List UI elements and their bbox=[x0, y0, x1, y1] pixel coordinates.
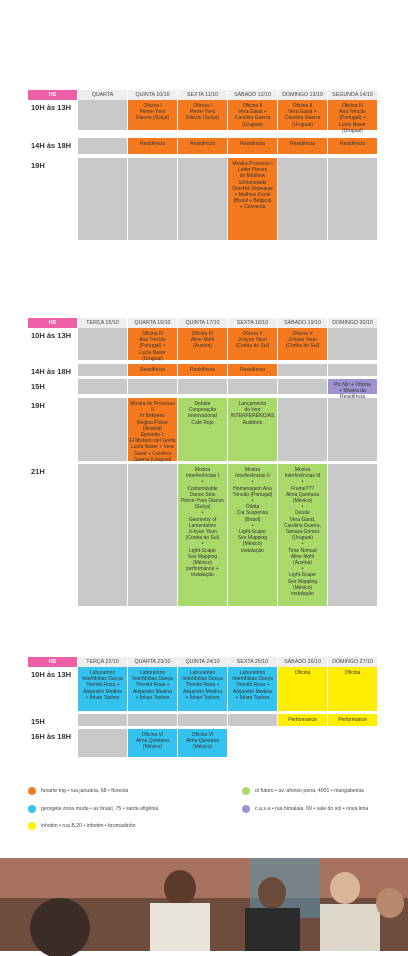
event-cell bbox=[177, 138, 227, 154]
event-text-line: Costumizable bbox=[187, 485, 218, 492]
event-text-line: instalação bbox=[191, 572, 214, 579]
header-day: SEXTA 25/10 bbox=[227, 657, 277, 667]
event-text-line: (Brasil) bbox=[244, 516, 261, 523]
schedule-row bbox=[27, 398, 381, 461]
event-text-line: Auditório bbox=[242, 419, 263, 426]
event-text-line: (Áustria) bbox=[293, 560, 312, 567]
event-text-line: Regina Picker (Áustria) bbox=[136, 419, 169, 432]
event-text-line: (Uruguai) bbox=[142, 355, 163, 362]
event-text-line: Oficina III bbox=[141, 331, 164, 337]
empty-cell bbox=[227, 714, 277, 726]
schedule-row bbox=[27, 729, 381, 757]
header-day: DOMINGO 20/10 bbox=[327, 318, 377, 328]
event-text-line: In Between bbox=[139, 413, 166, 420]
event-cell bbox=[227, 464, 277, 606]
event-cell bbox=[227, 667, 277, 711]
time-label: 16H às 18H bbox=[31, 732, 72, 741]
empty-cell bbox=[77, 714, 127, 726]
empty-cell bbox=[127, 464, 177, 606]
event-text-line: Ana Trincão bbox=[139, 337, 166, 344]
event-cell bbox=[177, 729, 227, 757]
time-label: 14H às 18H bbox=[31, 367, 72, 376]
event-cell bbox=[227, 364, 277, 376]
event-text-line: Mostra bbox=[194, 467, 211, 473]
header-day: DOMINGO 27/10 bbox=[327, 657, 377, 667]
event-text-line: Laboratório bbox=[89, 670, 116, 676]
event-text-line: Performance bbox=[338, 717, 367, 723]
schedule-row bbox=[27, 667, 381, 711]
time-label: 10H às 13H bbox=[31, 670, 72, 679]
empty-cell bbox=[277, 729, 327, 757]
event-text-line: (Uruguai) bbox=[292, 535, 313, 542]
event-cell bbox=[277, 714, 327, 726]
event-cell bbox=[127, 364, 177, 376]
time-label: 21H bbox=[31, 467, 45, 476]
event-cell bbox=[327, 667, 377, 711]
empty-cell bbox=[77, 100, 127, 130]
event-cell bbox=[277, 328, 327, 360]
green-dot-icon bbox=[242, 787, 250, 795]
event-cell bbox=[77, 667, 127, 711]
empty-cell bbox=[77, 328, 127, 360]
event-text-line: Cooperação bbox=[188, 407, 217, 414]
event-text-line: Oficina VI bbox=[191, 732, 214, 738]
header-day: QUINTA 24/10 bbox=[177, 657, 227, 667]
event-text-line: (Uruguai) bbox=[342, 127, 363, 134]
empty-cell bbox=[327, 158, 377, 240]
event-text-line: Thembi Rosa + bbox=[185, 682, 220, 689]
event-text-line: Guerra (Uruguai) bbox=[133, 456, 172, 463]
time-label: 10H às 13H bbox=[31, 103, 72, 112]
event-text-line: Ana Trincão bbox=[339, 109, 366, 116]
purple-dot-icon bbox=[242, 805, 250, 813]
event-text-line: Laboratório bbox=[189, 670, 216, 676]
event-text-line: Residência bbox=[190, 367, 215, 373]
event-text-line: Lucía Naser + Vera bbox=[131, 444, 174, 451]
header-day: SEXTA 18/10 bbox=[227, 318, 277, 328]
time-label: 14H às 18H bbox=[31, 141, 72, 150]
event-text-line: Light-Scape bbox=[189, 547, 216, 554]
time-label: 19H bbox=[31, 401, 45, 410]
event-cell bbox=[227, 138, 277, 154]
header-day: TERÇA 15/10 bbox=[77, 318, 127, 328]
event-text-line: Schlamowitz bbox=[238, 179, 267, 186]
event-text-line: instalação bbox=[291, 591, 314, 598]
legend-item-green bbox=[242, 787, 364, 795]
event-text-line: Lucía Naser bbox=[339, 121, 366, 128]
schedule-row bbox=[27, 464, 381, 606]
yellow-dot-icon bbox=[28, 822, 36, 830]
schedule-header-row bbox=[27, 318, 381, 328]
event-text-line: Tamara Gómez bbox=[285, 529, 320, 536]
event-text-line: Oficina I bbox=[193, 103, 212, 109]
event-text-line: Oficina bbox=[344, 670, 361, 676]
event-text-line: Episódio I: bbox=[140, 432, 165, 439]
empty-cell bbox=[227, 379, 277, 394]
event-text-line: Vera Garat + bbox=[238, 109, 267, 116]
header-day: QUARTA bbox=[77, 90, 127, 100]
event-text-line: InterMídias Dança bbox=[82, 676, 123, 683]
header-day: SEGUNDA 14/10 bbox=[327, 90, 377, 100]
event-cell bbox=[227, 100, 277, 130]
event-text-line: (Coréia do Sul) bbox=[185, 535, 220, 542]
event-text-line: + Ibhan Taxhes bbox=[185, 694, 220, 701]
event-cell bbox=[327, 100, 377, 134]
legend-text: inhotim • rua B,20 • inhotim • brumadinho bbox=[41, 823, 136, 829]
empty-cell bbox=[277, 364, 327, 376]
event-text-line: + Ibhan Taxhes bbox=[85, 694, 120, 701]
event-text-line: performance + bbox=[186, 566, 219, 573]
event-text-line: Carolina Guerra bbox=[234, 115, 271, 122]
event-text-line: El Misterio del Gorila bbox=[129, 438, 176, 445]
event-text-line: Oficina III bbox=[341, 103, 364, 109]
event-text-line: Dorothé Depeauw bbox=[232, 185, 273, 192]
event-cell bbox=[327, 138, 377, 154]
empty-cell bbox=[127, 158, 177, 240]
event-text-line: Oficina V bbox=[292, 331, 313, 337]
header-hs: HS bbox=[27, 657, 77, 667]
event-text-line: (Coréia do Sul) bbox=[235, 343, 270, 350]
event-text-line: Letter Pieces bbox=[237, 167, 268, 174]
event-cell bbox=[277, 100, 327, 130]
event-text-line: Pierre-Yves bbox=[189, 109, 216, 116]
event-text-line: (México) bbox=[292, 498, 313, 505]
event-cell bbox=[227, 328, 277, 360]
event-text-line: Sex Mapping bbox=[187, 553, 218, 560]
event-text-line: Residência bbox=[240, 367, 265, 373]
event-cell bbox=[177, 667, 227, 711]
header-hs: HS bbox=[27, 90, 77, 100]
empty-cell bbox=[277, 398, 327, 461]
event-text-line: Alejandro Medina bbox=[183, 688, 222, 695]
event-text-line: Garat + Carolina bbox=[134, 450, 171, 457]
event-text-line: instalação bbox=[241, 547, 264, 554]
event-text-line: (México) bbox=[192, 560, 213, 567]
event-text-line: (México) bbox=[242, 541, 263, 548]
event-text-line: Dance Sets bbox=[189, 491, 216, 498]
legend-text: georgete zona muda • av brasil, 75 • santa efigênia bbox=[41, 806, 159, 812]
empty-cell bbox=[77, 364, 127, 376]
legend-text: oi futuro • av. afonso pena, 4001 • mangabeiras bbox=[255, 788, 365, 794]
event-text-line: Thembi Rosa + bbox=[235, 682, 270, 689]
event-text-line: (Áustria) bbox=[193, 343, 212, 350]
event-text-line: Vera Garat, bbox=[289, 516, 316, 523]
empty-cell bbox=[327, 729, 377, 757]
empty-cell bbox=[177, 379, 227, 394]
empty-cell bbox=[177, 158, 227, 240]
empty-cell bbox=[327, 464, 377, 606]
empty-cell bbox=[327, 328, 377, 360]
event-text-line: INTERFERÊNCIAS bbox=[230, 413, 275, 420]
time-label: 15H bbox=[31, 382, 45, 391]
event-cell bbox=[127, 667, 177, 711]
event-cell bbox=[327, 714, 377, 726]
event-text-line: Ji-hyun Youn bbox=[238, 337, 267, 344]
header-day: QUARTA 23/10 bbox=[127, 657, 177, 667]
event-text-line: Ji-hyun Youn bbox=[288, 337, 317, 344]
event-text-line: Residência bbox=[140, 141, 165, 147]
header-hs: HS bbox=[27, 318, 77, 328]
event-text-line: Internacional bbox=[188, 413, 217, 420]
event-cell bbox=[227, 158, 277, 240]
event-text-line: (México) bbox=[142, 744, 163, 751]
event-text-line: Sex Mapping bbox=[287, 578, 318, 585]
schedule-header-row bbox=[27, 657, 381, 667]
event-text-line: Carolina Guerra, bbox=[284, 522, 321, 529]
empty-cell bbox=[227, 729, 277, 757]
event-text-line: Alma Quintana bbox=[185, 738, 220, 745]
event-text-line: Pic Nic + Oficina bbox=[334, 382, 371, 388]
event-text-line: Trincão (Portugal) bbox=[232, 491, 273, 498]
empty-cell bbox=[77, 464, 127, 606]
header-day: TERÇA 22/10 bbox=[77, 657, 127, 667]
event-cell bbox=[127, 398, 177, 461]
event-text-line: • bbox=[201, 541, 204, 548]
event-cell bbox=[127, 100, 177, 130]
event-text-line: Thembi Rosa + bbox=[85, 682, 120, 689]
event-text-line: Geometry of bbox=[188, 516, 217, 523]
event-text-line: Lamentation bbox=[188, 522, 217, 529]
event-text-line: Frame??? bbox=[291, 485, 314, 492]
event-text-line: • bbox=[251, 522, 254, 529]
empty-cell bbox=[77, 158, 127, 240]
event-cell bbox=[177, 464, 227, 606]
empty-cell bbox=[127, 379, 177, 394]
event-text-line: • bbox=[301, 504, 304, 511]
schedule-row bbox=[27, 328, 381, 360]
time-label: 19H bbox=[31, 161, 45, 170]
schedule-row bbox=[27, 379, 381, 394]
event-text-line: Laboratório bbox=[239, 670, 266, 676]
event-text-line: • bbox=[301, 541, 304, 548]
event-text-line: Residência bbox=[290, 141, 315, 147]
event-text-line: Light-Scape bbox=[289, 572, 316, 579]
event-text-line: Alejandro Medina bbox=[233, 688, 272, 695]
event-text-line: • bbox=[201, 479, 204, 486]
event-text-line: Residência bbox=[140, 367, 165, 373]
event-text-line: Órbita bbox=[245, 504, 260, 511]
event-text-line: • bbox=[201, 510, 204, 517]
event-cell bbox=[277, 464, 327, 606]
event-text-line: + Ibhan Taxhes bbox=[135, 694, 170, 701]
event-text-line: Oficina VI bbox=[141, 732, 164, 738]
event-text-line: Diacon (Suíça) bbox=[185, 115, 220, 122]
event-cell bbox=[277, 138, 327, 154]
event-cell bbox=[277, 667, 327, 711]
event-text-line: Cia Suspensa bbox=[236, 510, 269, 517]
event-text-line: Diacon (Suíça) bbox=[135, 115, 170, 122]
event-text-line: + Mathias Koole bbox=[234, 192, 271, 199]
event-text-line: Pierre-Yves Diacon bbox=[181, 498, 224, 505]
event-text-line: Debate bbox=[194, 401, 211, 407]
event-text-line: Mostra bbox=[294, 467, 311, 473]
event-text-line: Aline Mohl bbox=[290, 553, 315, 560]
schedule-row bbox=[27, 364, 381, 376]
event-text-line: Performance bbox=[288, 717, 317, 723]
event-text-line: (Uruguai) bbox=[292, 121, 313, 128]
empty-cell bbox=[277, 379, 327, 394]
event-text-line: Oficina II bbox=[242, 103, 263, 109]
event-text-line: InterMídias Dança bbox=[132, 676, 173, 683]
event-text-line: • bbox=[251, 498, 254, 505]
event-text-line: + Mostra da bbox=[339, 388, 366, 395]
event-text-line: Desde bbox=[295, 510, 310, 517]
event-text-line: Mostra Processo I bbox=[232, 161, 273, 167]
event-cell bbox=[127, 328, 177, 360]
event-text-line: Carolina Guerra bbox=[284, 115, 321, 122]
event-text-line: InterMídias Dança bbox=[182, 676, 223, 683]
empty-cell bbox=[77, 729, 127, 757]
event-cell bbox=[127, 729, 177, 757]
empty-cell bbox=[327, 364, 377, 376]
legend-text: funarte mg • rua januária, 68 • floresta bbox=[41, 788, 129, 794]
header-day: QUINTA 17/10 bbox=[177, 318, 227, 328]
header-day: SÁBADO 26/10 bbox=[277, 657, 327, 667]
event-text-line: Café Rojo bbox=[191, 419, 214, 426]
event-text-line: Interferências II bbox=[235, 473, 270, 480]
event-text-line: Residência bbox=[340, 141, 365, 147]
event-text-line: + Conversa bbox=[239, 204, 266, 211]
event-text-line: Alejandro Medina bbox=[133, 688, 172, 695]
legend-item-orange bbox=[28, 787, 128, 795]
schedule-row bbox=[27, 714, 381, 726]
legend-item-yellow bbox=[28, 822, 136, 830]
event-text-line: Oficina IV bbox=[191, 331, 214, 337]
event-text-line: Residência bbox=[240, 141, 265, 147]
group-photo-illustration bbox=[0, 858, 408, 951]
event-text-line: Ji-hyun Youn bbox=[188, 529, 217, 536]
legend-item-purple bbox=[242, 805, 368, 813]
event-text-line: Time Nomad bbox=[288, 547, 317, 554]
event-text-line: Lucía Naser bbox=[139, 349, 166, 356]
event-text-line: Homenagem Ana bbox=[233, 485, 272, 492]
schedule-row bbox=[27, 158, 381, 240]
empty-cell bbox=[127, 714, 177, 726]
event-text-line: Lançamento bbox=[238, 401, 267, 407]
event-cell bbox=[327, 379, 377, 394]
event-cell bbox=[227, 398, 277, 461]
event-cell bbox=[177, 328, 227, 360]
event-text-line: (Uruguai) bbox=[242, 121, 263, 128]
event-text-line: Alejandro Medina bbox=[83, 688, 122, 695]
event-text-line: Sex Mapping bbox=[237, 535, 268, 542]
blue-dot-icon bbox=[28, 805, 36, 813]
event-cell bbox=[177, 100, 227, 130]
group-photo bbox=[0, 858, 408, 951]
orange-dot-icon bbox=[28, 787, 36, 795]
event-text-line: Mostra bbox=[244, 467, 261, 473]
header-day: SÁBADO 19/10 bbox=[277, 318, 327, 328]
event-text-line: Alma Quintana bbox=[135, 738, 170, 745]
event-text-line: (Portugal) + bbox=[339, 115, 366, 122]
time-label: 15H bbox=[31, 717, 45, 726]
event-text-line: Thembi Rosa + bbox=[135, 682, 170, 689]
header-day: SÁBADO 12/10 bbox=[227, 90, 277, 100]
event-text-line: (Suíça) bbox=[194, 504, 211, 511]
legend-text: c.a.s.a • rua himalaia, 69 • vale do sol • nova lima bbox=[255, 806, 369, 812]
event-text-line: Mostra de Processo II bbox=[130, 401, 175, 414]
event-text-line: Alma Quintana bbox=[285, 491, 320, 498]
schedule-row bbox=[27, 138, 381, 154]
legend-item-blue bbox=[28, 805, 158, 813]
event-text-line: (Coréia do Sul) bbox=[285, 343, 320, 350]
header-day: DOMINGO 13/10 bbox=[277, 90, 327, 100]
event-text-line: Interferências I bbox=[185, 473, 220, 480]
event-text-line: InterMídias Dança bbox=[232, 676, 273, 683]
schedule-row bbox=[27, 100, 381, 134]
empty-cell bbox=[277, 158, 327, 240]
event-text-line: + Ibhan Taxhes bbox=[235, 694, 270, 701]
event-cell bbox=[127, 138, 177, 154]
empty-cell bbox=[177, 714, 227, 726]
empty-cell bbox=[77, 379, 127, 394]
empty-cell bbox=[77, 138, 127, 154]
event-text-line: Interferências III bbox=[284, 473, 321, 480]
schedule-header-row bbox=[27, 90, 381, 100]
header-day: QUARTA 16/10 bbox=[127, 318, 177, 328]
header-day: QUINTA 10/10 bbox=[127, 90, 177, 100]
event-text-line: • bbox=[251, 479, 254, 486]
event-text-line: Oficina V bbox=[242, 331, 263, 337]
event-text-line: Oficina II bbox=[292, 103, 313, 109]
event-text-line: (Brasil + Bélgica) bbox=[233, 198, 272, 205]
event-cell bbox=[177, 398, 227, 461]
event-text-line: Oficina bbox=[294, 670, 311, 676]
empty-cell bbox=[327, 398, 377, 461]
event-text-line: Vera Garat + bbox=[288, 109, 317, 116]
time-label: 10H às 13H bbox=[31, 331, 72, 340]
event-text-line: Light-Scape bbox=[239, 529, 266, 536]
event-text-line: • bbox=[301, 566, 304, 573]
event-text-line: Oficina I bbox=[143, 103, 162, 109]
event-text-line: (Portugal) + bbox=[139, 343, 166, 350]
empty-cell bbox=[77, 398, 127, 461]
event-text-line: (México) bbox=[292, 584, 313, 591]
event-text-line: Aline Mohl bbox=[190, 337, 215, 344]
header-day: SEXTA 11/10 bbox=[177, 90, 227, 100]
event-text-line: do livro bbox=[244, 407, 261, 414]
event-text-line: Residência bbox=[190, 141, 215, 147]
event-text-line: • bbox=[301, 479, 304, 486]
event-text-line: (México) bbox=[192, 744, 213, 751]
event-text-line: de Matthew bbox=[239, 173, 266, 180]
event-text-line: Pierre-Yves bbox=[139, 109, 166, 116]
event-text-line: Laboratório bbox=[139, 670, 166, 676]
event-cell bbox=[177, 364, 227, 376]
